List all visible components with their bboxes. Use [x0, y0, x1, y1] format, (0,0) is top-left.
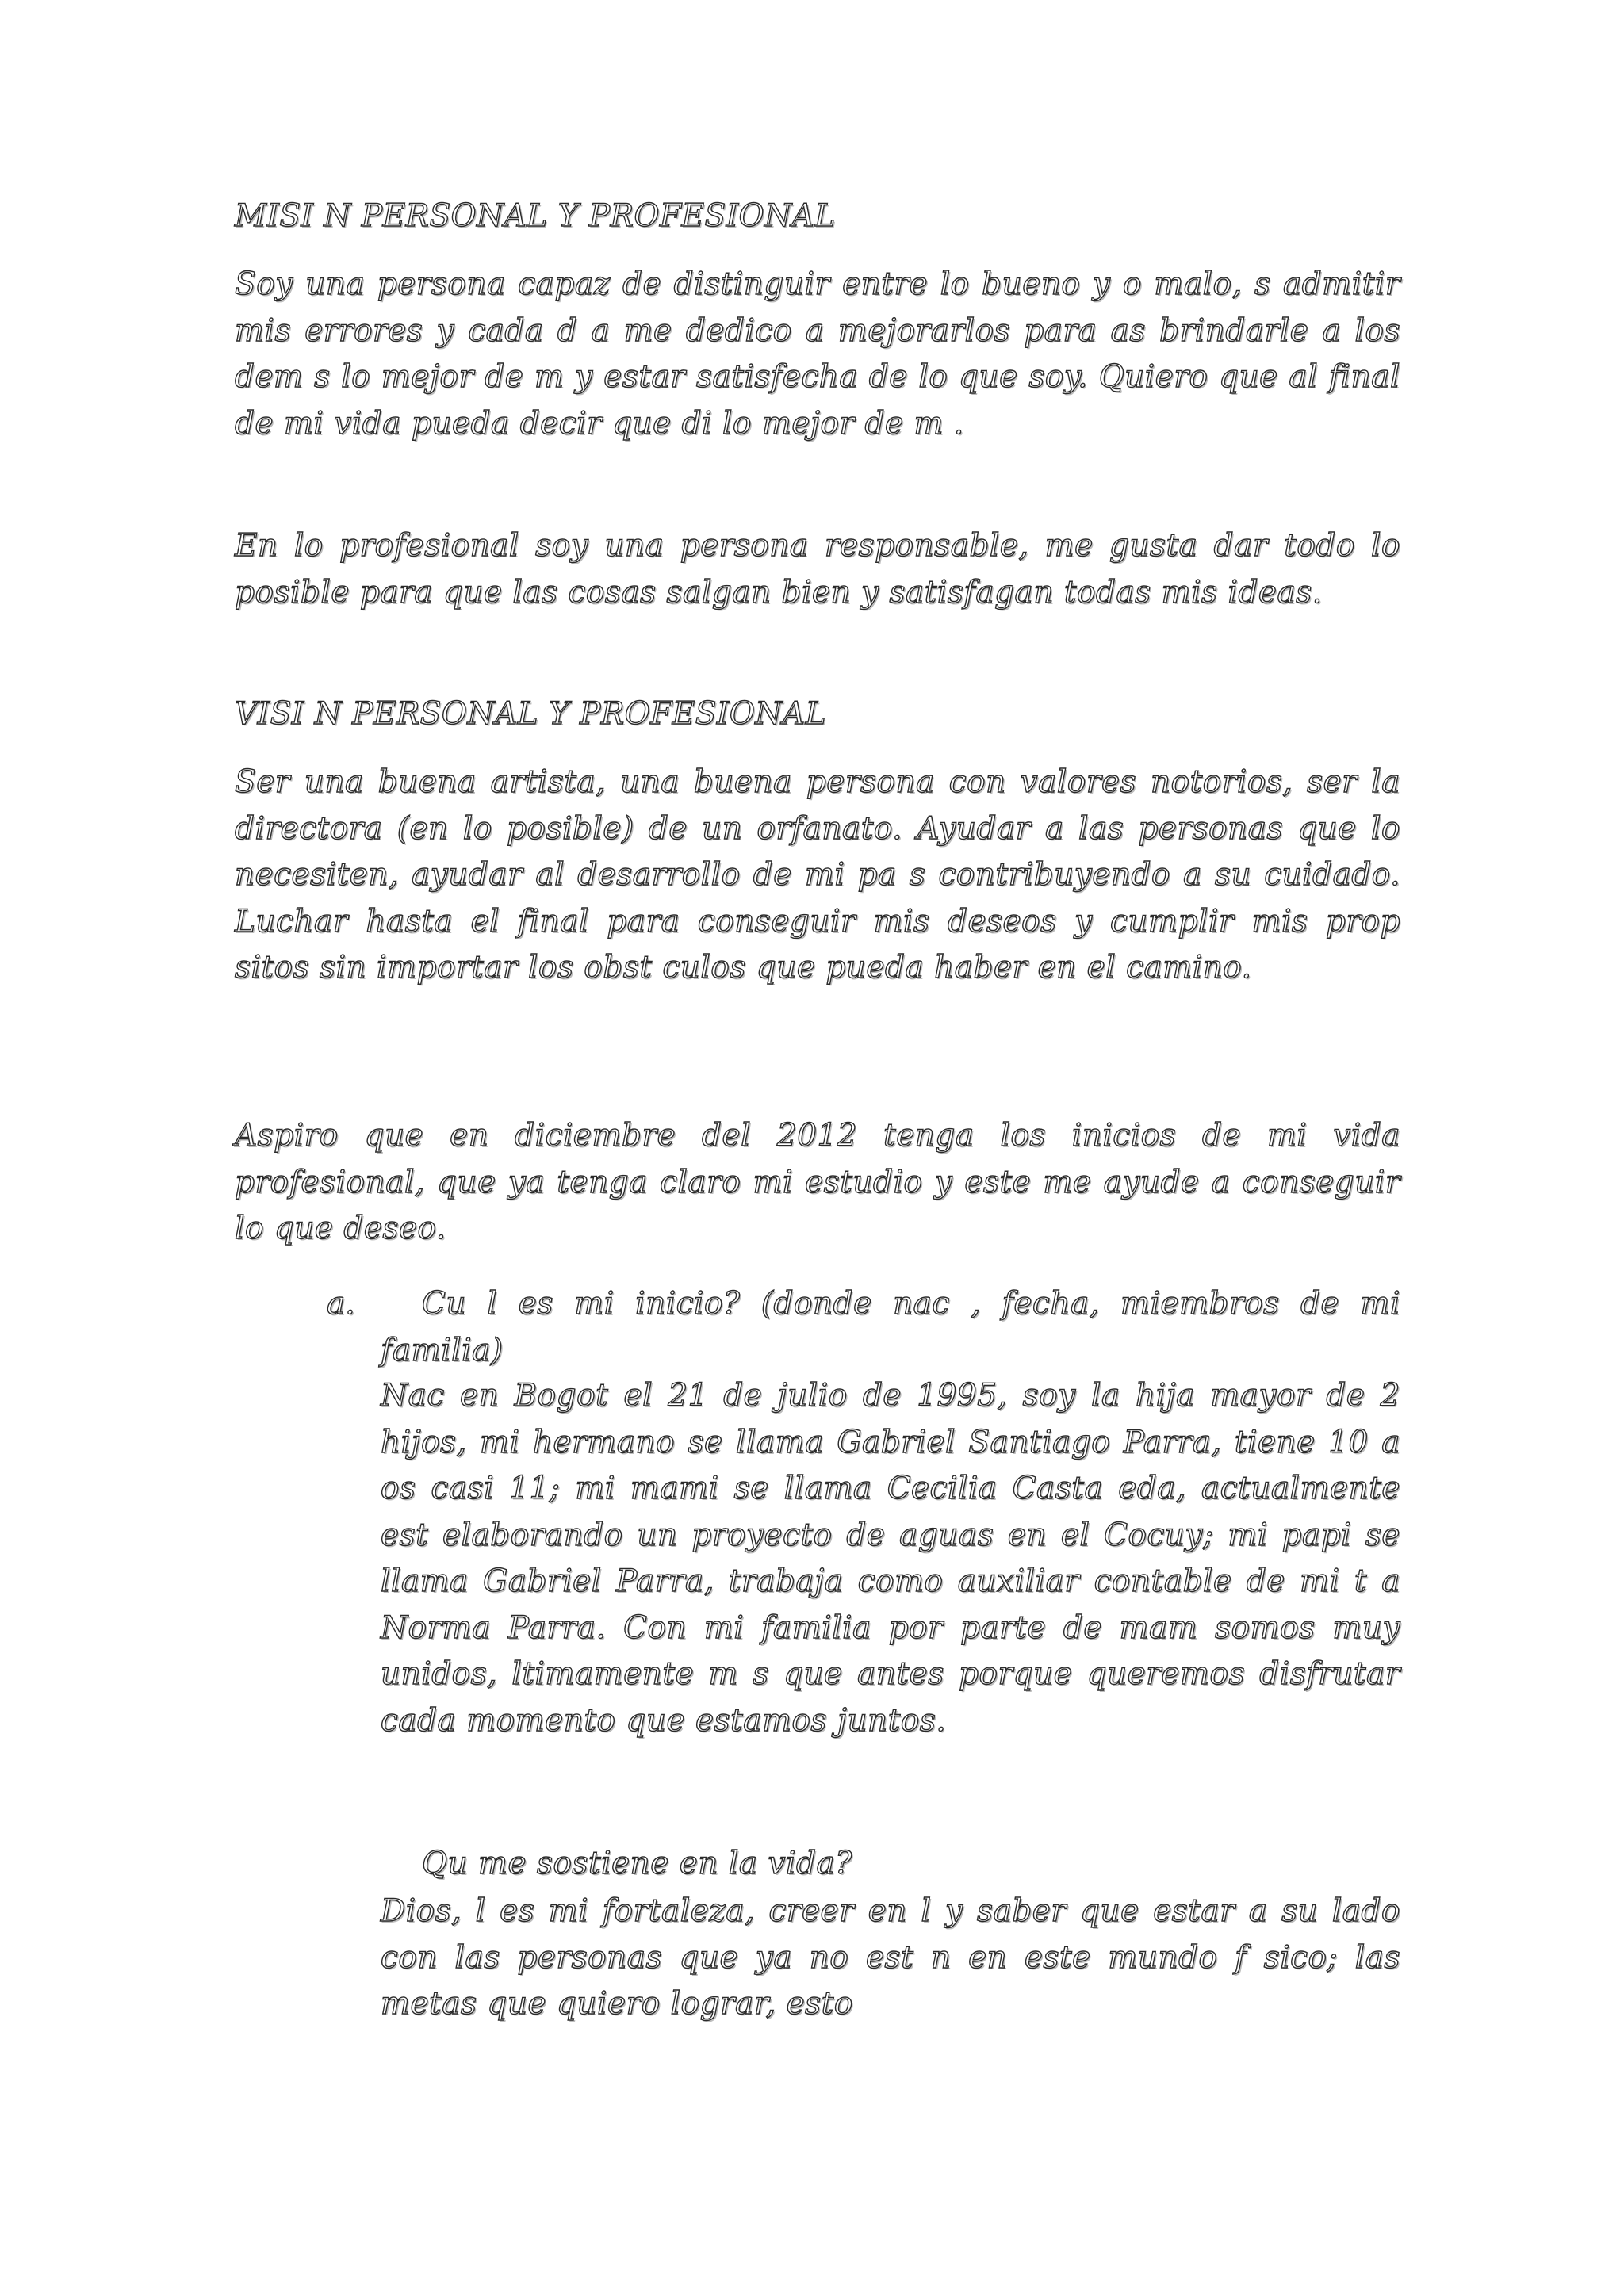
list-marker-a: a.: [327, 1286, 355, 1322]
vision-heading: VISI N PERSONAL Y PROFESIONAL: [235, 696, 826, 732]
vision-paragraph-1: Ser una buena artista, una buena persona con valores notorios, ser la directora (en lo posible) de un orfanato. Ayudar a las personas que lo necesiten, ayudar al desarrollo de mi pa s contribuyendo a su cuidado. Luchar hasta el final para conseguir mis deseos y cumplir mis prop sitos sin importar los obst culos que pueda haber en el camino.: [235, 764, 1400, 985]
mision-paragraph-1: Soy una persona capaz de distinguir entre lo bueno y o malo, s admitir mis errores y cada d a me dedico a mejorarlos para as brindarle a los dem s lo mejor de m y estar satisfecha de lo que soy. Quiero que al final de mi vida pueda decir que di lo mejor de m .: [235, 266, 1400, 442]
list-answer-a: Nac en Bogot el 21 de julio de 1995, soy la hija mayor de 2 hijos, mi hermano se llama Gabriel Santiago Parra, tiene 10 a os casi 11; mi mami se llama Cecilia Casta eda, actualmente est elaborando un proyecto de aguas en el Cocuy; mi papi se llama Gabriel Parra, trabaja como auxiliar contable de mi t a Norma Parra. Con mi familia por parte de mam somos muy unidos, ltimamente m s que antes porque queremos disfrutar cada momento que estamos juntos.: [381, 1378, 1400, 1739]
vision-paragraph-2: Aspiro que en diciembre del 2012 tenga los inicios de mi vida profesional, que ya tenga claro mi estudio y este me ayude a conseguir lo que deseo.: [235, 1118, 1400, 1246]
list-question-a: Cu l es mi inicio? (donde nac , fecha, miembros de mi familia): [381, 1286, 1400, 1368]
list-answer-b: Dios, l es mi fortaleza, creer en l y saber que estar a su lado con las personas que ya no est n en este mundo f sico; las metas que quiero lograr, esto: [381, 1893, 1400, 2022]
mision-heading: MISI N PERSONAL Y PROFESIONAL: [235, 198, 836, 234]
mision-paragraph-2: En lo profesional soy una persona responsable, me gusta dar todo lo posible para que las cosas salgan bien y satisfagan todas mis ideas.: [235, 528, 1400, 610]
list-question-b: Qu me sostiene en la vida?: [422, 1846, 852, 1881]
